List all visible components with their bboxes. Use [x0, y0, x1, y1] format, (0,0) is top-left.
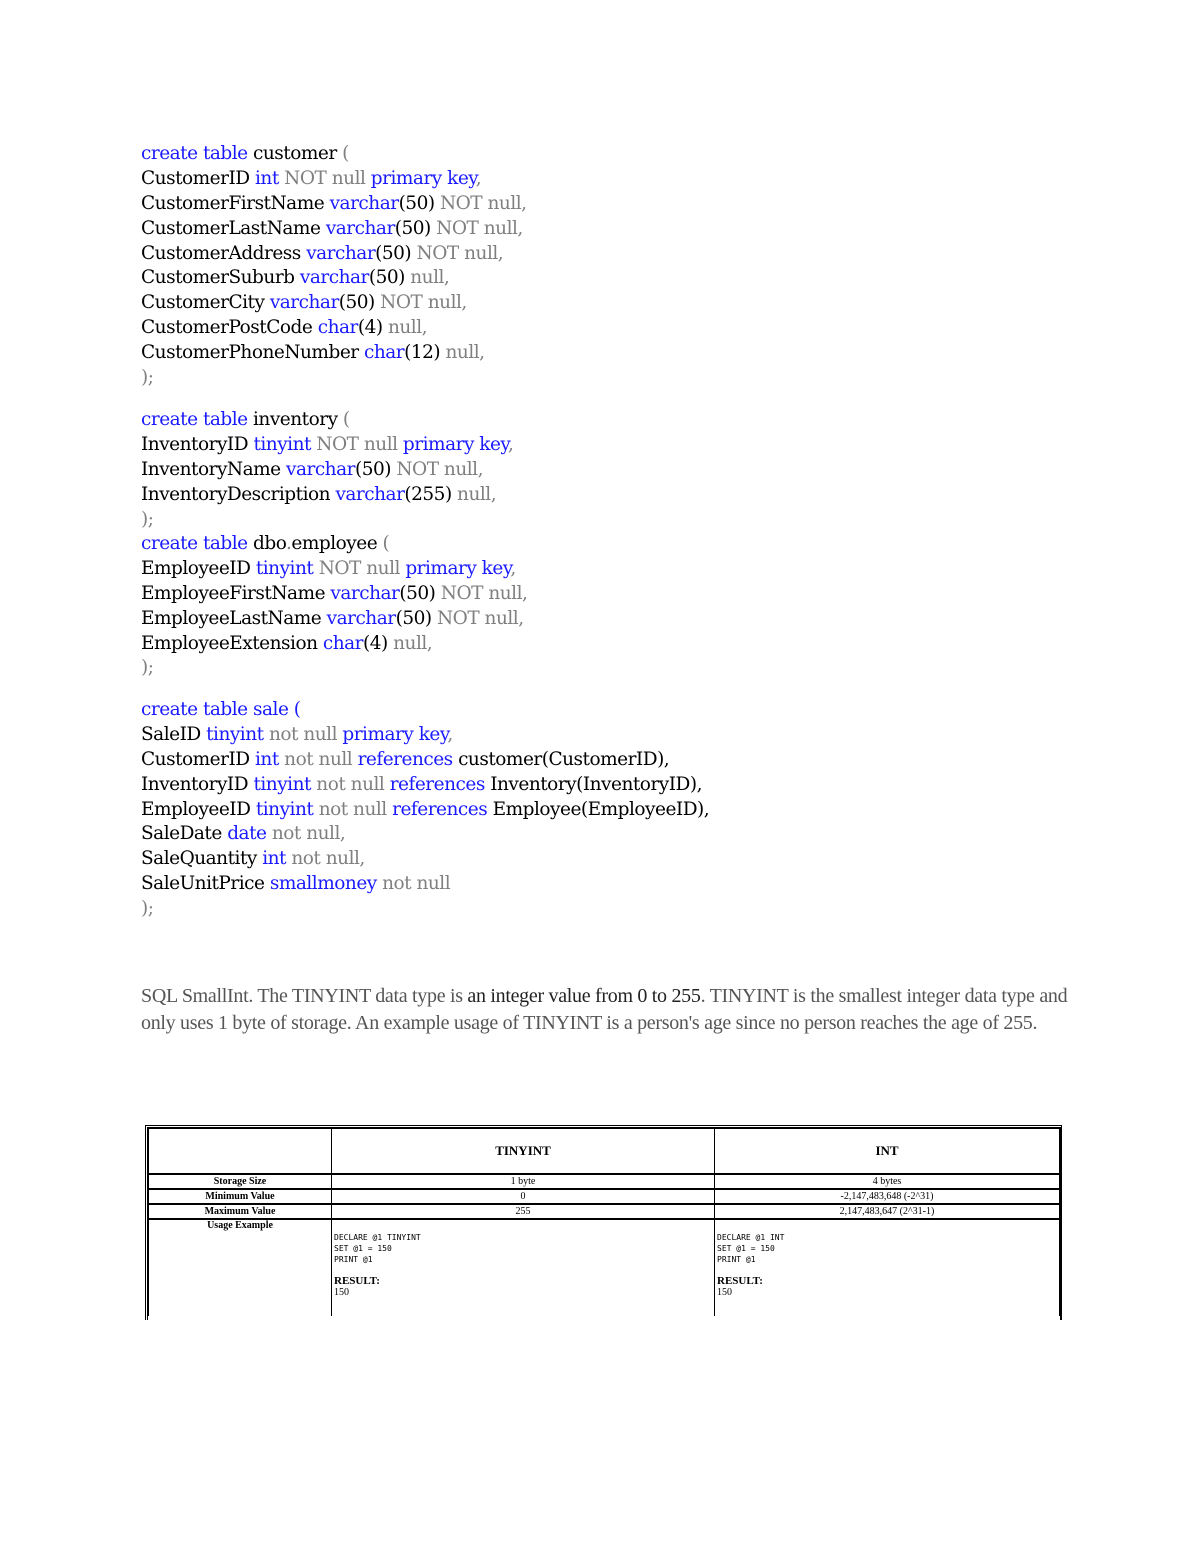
code-token: NOT null [313, 557, 406, 579]
sql-create-employee [141, 532, 527, 681]
code-token: null, [382, 317, 428, 339]
code-line [141, 192, 527, 217]
code-token: , [510, 557, 516, 579]
code-token: null, [451, 483, 497, 505]
code-line [141, 798, 709, 823]
code-token: int [255, 167, 279, 189]
code-token: null, [387, 632, 433, 654]
code-line [141, 408, 513, 433]
tinyint-result-label: RESULT: [334, 1275, 380, 1287]
int-cell: 4 bytes [715, 1174, 1060, 1189]
code-line [141, 291, 527, 316]
code-token: (50) [399, 582, 436, 604]
code-line [141, 433, 513, 458]
code-line [141, 723, 709, 748]
code-token: char [322, 632, 364, 654]
code-token: , [507, 433, 514, 455]
code-token: CustomerPostCode [141, 317, 318, 339]
code-token: NOT null, [431, 607, 524, 629]
code-line [141, 632, 527, 657]
code-token: primary key [342, 723, 448, 745]
tinyint-result-value: 150 [334, 1287, 349, 1298]
code-token: tinyint [206, 723, 264, 745]
int-result-value: 150 [717, 1287, 732, 1298]
code-token: varchar [330, 582, 400, 604]
tinyint-cell: 255 [332, 1204, 715, 1219]
code-token: CustomerAddress [141, 242, 307, 264]
code-line [141, 217, 527, 242]
code-line [141, 656, 527, 681]
code-token: varchar [306, 242, 376, 264]
code-token: varchar [326, 607, 396, 629]
code-line [141, 607, 527, 632]
code-line [141, 872, 709, 897]
code-line [141, 483, 513, 508]
code-token: char [317, 317, 358, 339]
code-token: SaleQuantity [141, 848, 263, 870]
code-token: (4) [363, 632, 388, 654]
code-token: customer(CustomerID), [452, 748, 670, 770]
code-token: EmployeeLastName [141, 607, 327, 629]
code-token: SaleUnitPrice [141, 873, 270, 895]
tinyint-description [141, 983, 1071, 1037]
int-result-label: RESULT: [717, 1275, 763, 1287]
header-tinyint: TINYINT [332, 1129, 715, 1175]
para-text-2: . TINYINT is the smallest integer data type and only uses 1 byte of storage. An example usage of TINYINT is a person's age since no person reaches the age of 255. [141, 985, 1068, 1034]
table-row [149, 1189, 1060, 1204]
code-token: CustomerID [141, 748, 255, 770]
int-example-cell [715, 1219, 1060, 1316]
code-line [141, 316, 527, 341]
code-token: customer [247, 143, 343, 164]
row-label: Minimum Value [149, 1189, 332, 1204]
code-token: tinyint [255, 557, 314, 579]
code-token: ); [141, 657, 154, 679]
code-line [141, 698, 709, 723]
code-token: tinyint [253, 773, 311, 795]
code-token: varchar [286, 458, 355, 480]
code-token: NOT null, [411, 242, 504, 264]
code-token: varchar [325, 217, 395, 239]
tinyint-example-cell [332, 1219, 715, 1316]
int-cell: 2,147,483,647 (2^31-1) [715, 1204, 1060, 1219]
code-token: InventoryID [141, 773, 254, 795]
table-header-row [149, 1129, 1060, 1175]
code-token: (50) [375, 242, 412, 264]
tinyint-cell: 1 byte [332, 1174, 715, 1189]
code-line [141, 366, 527, 391]
code-token: varchar [269, 292, 339, 314]
code-token: create table [141, 409, 248, 430]
code-token: references [389, 773, 485, 795]
code-token: Inventory(InventoryID), [484, 773, 702, 795]
code-token: CustomerPhoneNumber [141, 342, 364, 364]
code-token: null, [440, 342, 485, 364]
code-token: create table [141, 143, 248, 164]
code-token: (255) [404, 483, 452, 505]
header-int: INT [715, 1129, 1060, 1175]
code-token: , [475, 167, 482, 189]
int-example-code: DECLARE @1 INT SET @1 = 150 PRINT @1 [717, 1233, 785, 1264]
code-token: employee [291, 533, 383, 554]
code-token: (50) [395, 607, 432, 629]
datatype-comparison-table [145, 1125, 1062, 1320]
code-token: EmployeeFirstName [141, 582, 331, 604]
code-line [141, 167, 527, 192]
code-token: SaleDate [141, 823, 228, 845]
code-token: CustomerFirstName [141, 192, 330, 214]
code-token: inventory [247, 409, 343, 430]
code-token: references [392, 798, 488, 820]
code-token: not null [376, 873, 451, 895]
code-token: varchar [335, 483, 405, 505]
code-token: . [286, 533, 292, 554]
code-token: ); [141, 508, 154, 530]
code-token: CustomerLastName [141, 217, 326, 239]
code-token: not null [278, 748, 358, 770]
code-token: varchar [329, 192, 399, 214]
code-line [141, 582, 527, 607]
code-line [141, 341, 527, 366]
code-line [141, 458, 513, 483]
code-token: tinyint [253, 433, 311, 455]
code-token: create table [141, 533, 248, 554]
code-token: NOT null, [430, 217, 523, 239]
table-row-example [149, 1219, 1060, 1316]
code-token: not null [310, 773, 390, 795]
para-text-highlight: an integer value from 0 to 255 [467, 985, 701, 1007]
code-line [141, 748, 709, 773]
code-token: InventoryDescription [141, 483, 336, 505]
code-token: primary key [402, 433, 508, 455]
code-token: (50) [338, 292, 375, 314]
code-token: InventoryID [141, 433, 254, 455]
header-empty [149, 1129, 332, 1175]
code-token: not null, [286, 848, 365, 870]
code-line [141, 532, 527, 557]
code-token: (12) [404, 342, 441, 364]
code-token: (50) [398, 192, 435, 214]
sql-create-sale [141, 698, 709, 922]
row-label: Maximum Value [149, 1204, 332, 1219]
code-token: EmployeeExtension [141, 632, 323, 654]
code-token: primary key [405, 557, 511, 579]
code-token: not null [313, 798, 393, 820]
row-label: Storage Size [149, 1174, 332, 1189]
code-token: NOT null [310, 433, 403, 455]
code-line [141, 847, 709, 872]
code-token: tinyint [255, 798, 314, 820]
code-token: NOT null, [390, 458, 483, 480]
sql-create-inventory [141, 408, 513, 532]
code-token: create table sale ( [141, 699, 301, 720]
code-token: , [447, 723, 453, 745]
code-line [141, 822, 709, 847]
code-token: (50) [368, 267, 405, 289]
code-token: ( [342, 409, 350, 430]
code-token: not null [263, 723, 343, 745]
code-token: date [227, 823, 267, 845]
code-line [141, 773, 709, 798]
code-token: ); [141, 898, 154, 920]
table-row [149, 1174, 1060, 1189]
code-token: NOT null [278, 167, 371, 189]
code-token: varchar [299, 267, 369, 289]
code-line [141, 142, 527, 167]
code-token: Employee(EmployeeID), [487, 798, 710, 820]
code-token: NOT null, [435, 582, 528, 604]
code-token: CustomerID [141, 167, 255, 189]
code-token: primary key [370, 167, 476, 189]
code-token: ( [382, 533, 390, 554]
code-line [141, 242, 527, 267]
tinyint-example-code: DECLARE @1 TINYINT SET @1 = 150 PRINT @1 [334, 1233, 421, 1264]
code-token: SaleID [141, 723, 207, 745]
code-token: InventoryName [141, 458, 286, 480]
code-token: not null, [266, 823, 346, 845]
code-token: NOT null, [434, 192, 527, 214]
row-label: Usage Example [149, 1219, 332, 1316]
code-token: dbo [247, 533, 287, 554]
code-token: (4) [357, 317, 383, 339]
code-token: int [255, 748, 279, 770]
code-token: (50) [394, 217, 431, 239]
code-line [141, 508, 513, 533]
code-token: references [357, 748, 453, 770]
sql-create-customer [141, 142, 527, 391]
code-token: smallmoney [269, 873, 377, 895]
code-token: EmployeeID [141, 557, 256, 579]
table-row [149, 1204, 1060, 1219]
code-line [141, 897, 709, 922]
tinyint-cell: 0 [332, 1189, 715, 1204]
code-line [141, 557, 527, 582]
code-token: ); [141, 367, 154, 389]
code-token: null, [404, 267, 450, 289]
code-token: (50) [354, 458, 391, 480]
code-token: int [262, 848, 286, 870]
int-cell: -2,147,483,648 (-2^31) [715, 1189, 1060, 1204]
code-line [141, 266, 527, 291]
code-token: char [364, 342, 405, 364]
code-token: EmployeeID [141, 798, 256, 820]
code-token: NOT null, [374, 292, 467, 314]
para-text-1: SQL SmallInt. The TINYINT data type is [141, 985, 468, 1007]
code-token: ( [342, 143, 349, 164]
code-token: CustomerSuburb [141, 267, 300, 289]
code-token: CustomerCity [141, 292, 270, 314]
